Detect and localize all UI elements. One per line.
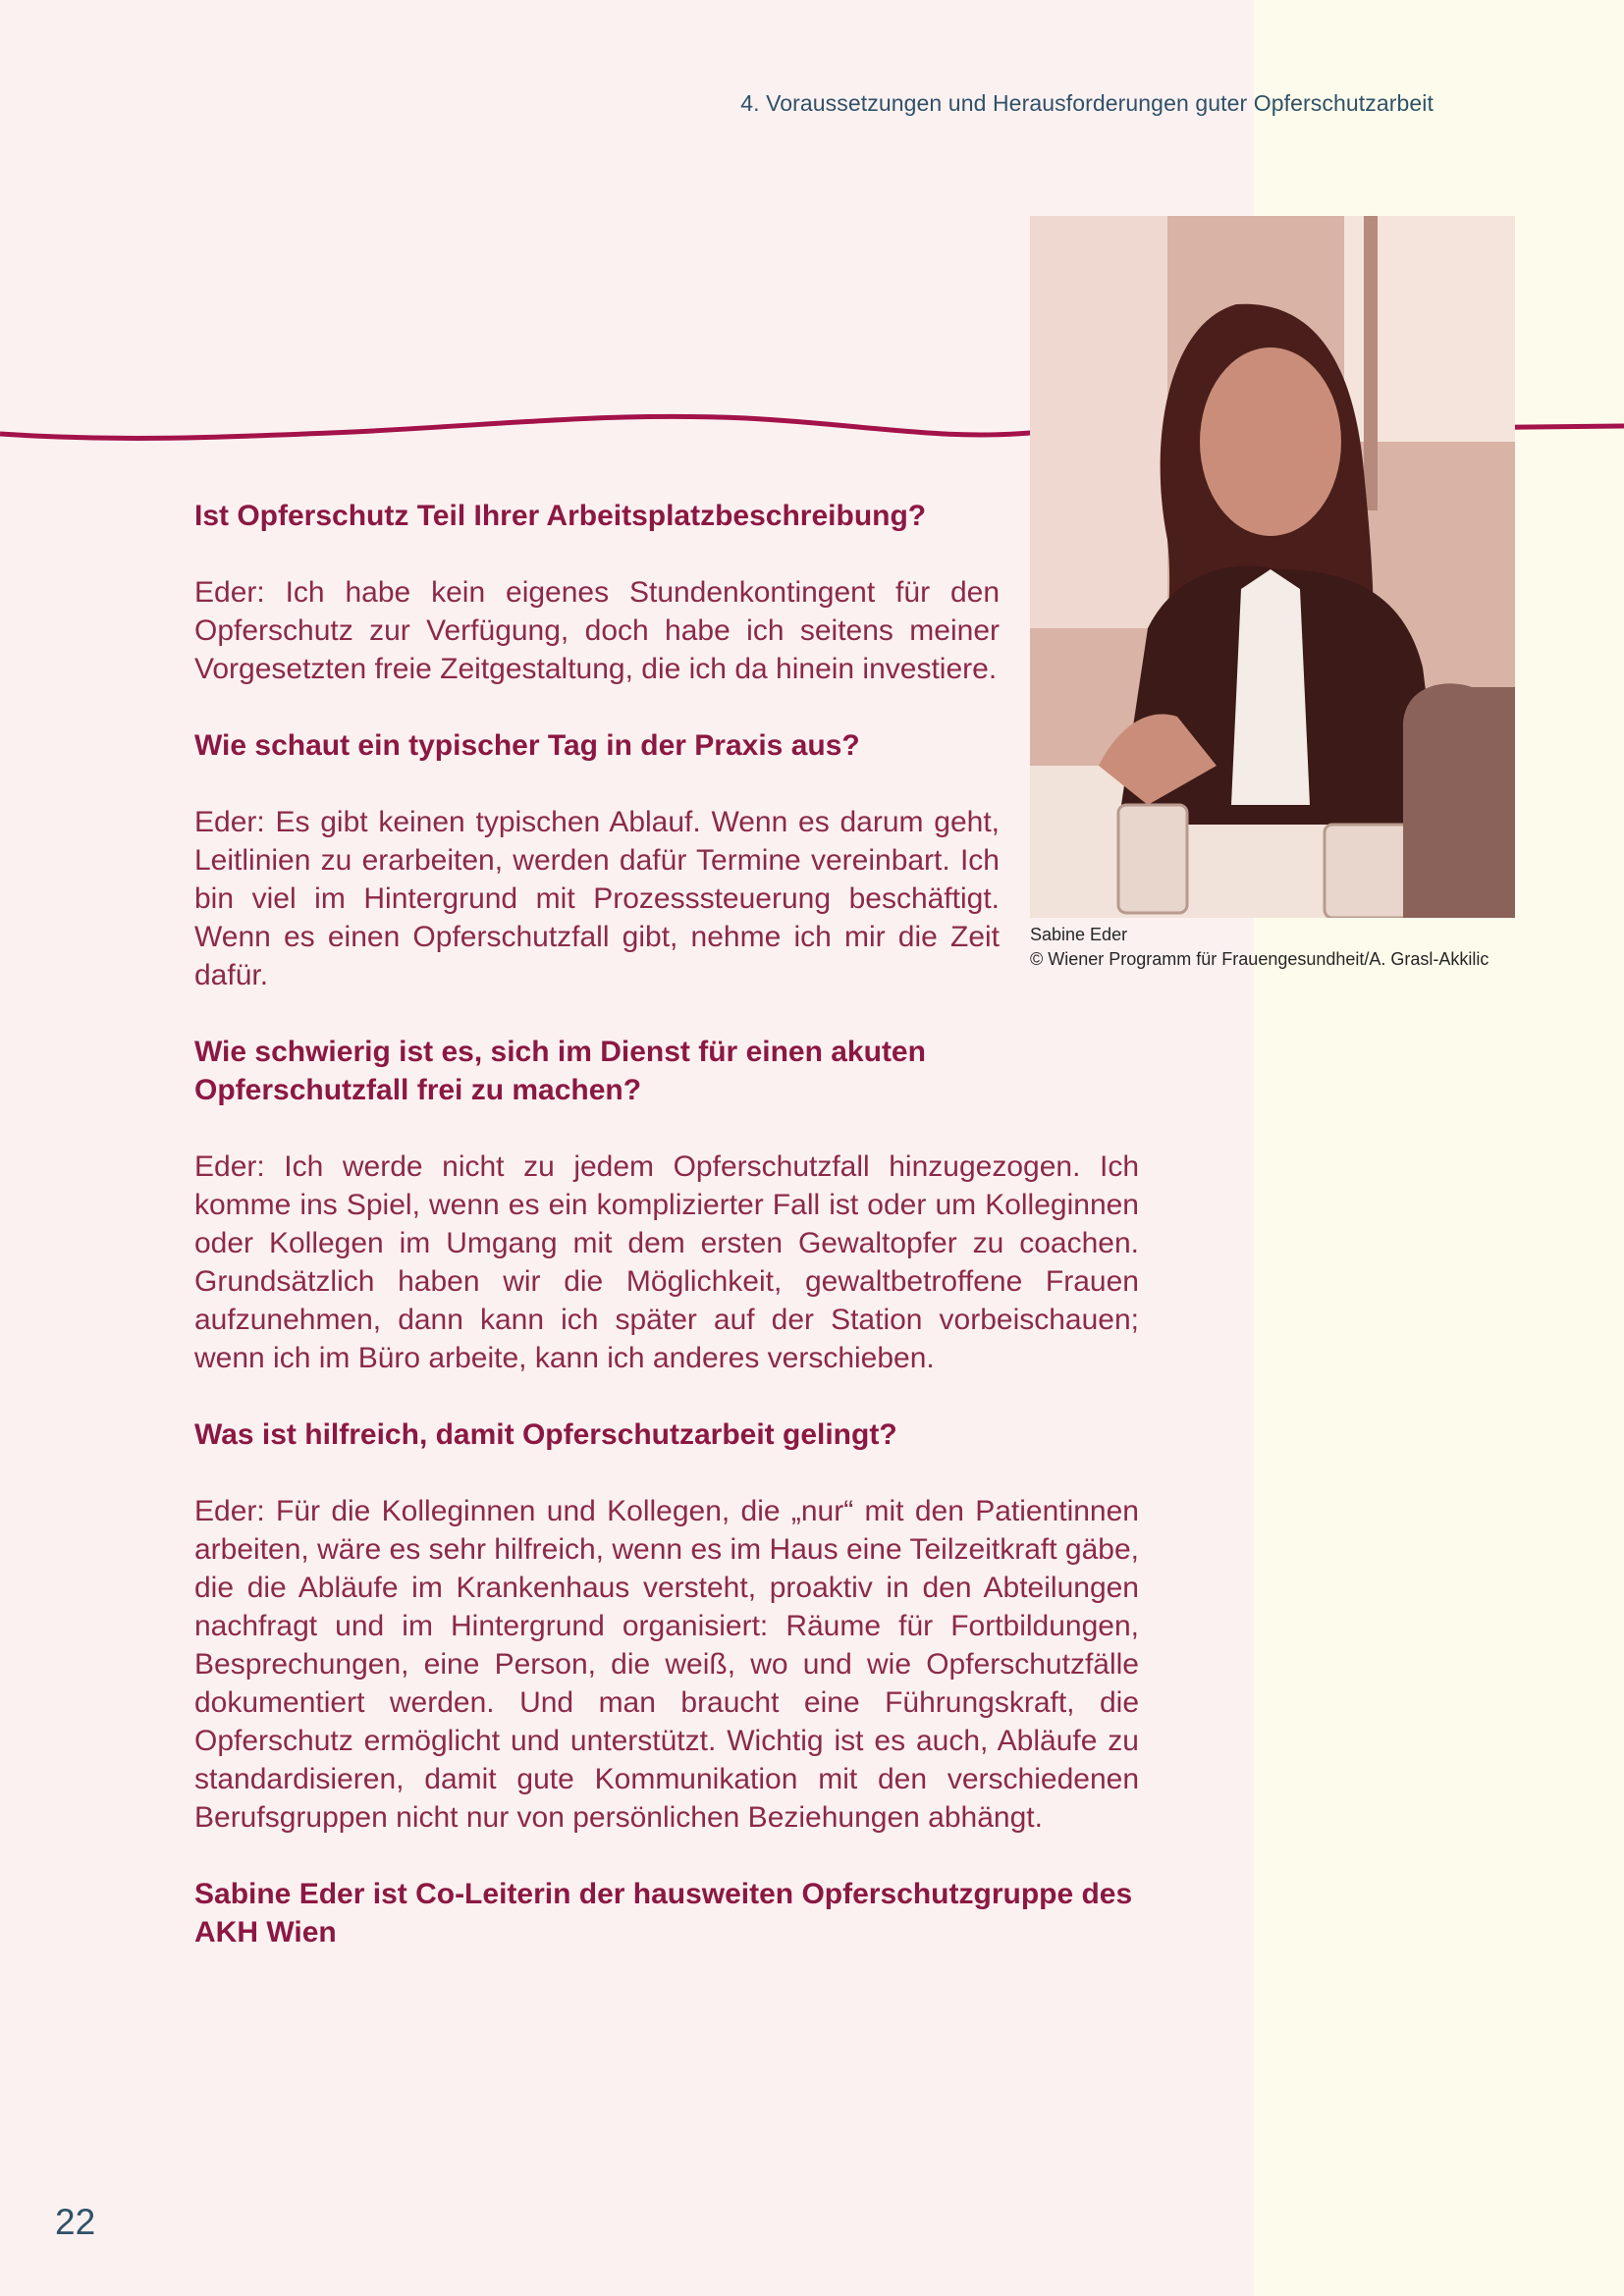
question-4: Was ist hilfreich, damit Opferschutzarbeit gelingt?: [194, 1418, 897, 1451]
answer-4: Eder: Für die Kolleginnen und Kollegen, die „nur“ mit den Patientinnen arbeiten, wäre es sehr hilfreich, wenn es im Haus eine Teilzeitkraft gäbe, die die Abläufe im Krankenhaus versteht, proaktiv in den Abteilungen nachfragt und im Hintergrund organisiert: Räume für Fortbildungen, Besprechungen, eine Person, die weiß, wo und wie Opferschutzfälle dokumentiert werden. Und man braucht eine Führungskraft, die Opferschutz ermöglicht und unterstützt. Wichtig ist es auch, Abläufe zu standardisieren, damit gute Kommunikation mit den verschiedenen Berufsgruppen nicht nur von persönlichen Beziehungen abhängt.: [194, 1495, 1139, 1834]
question-2: Wie schaut ein typischer Tag in der Praxis aus?: [194, 729, 860, 762]
closing-note: Sabine Eder ist Co-Leiterin der hausweiten Opferschutzgruppe des AKH Wien: [194, 1878, 1133, 1949]
interview-body: [194, 497, 1139, 1951]
page-number: 22: [55, 2202, 96, 2242]
answer-1: Eder: Ich habe kein eigenes Stundenkontingent für den Opferschutz zur Verfügung, doch habe ich seitens meiner Vorgesetzten freie Zeitgestaltung, die ich da hinein investiere.: [194, 576, 1000, 685]
running-header: 4. Voraussetzungen und Herausforderungen guter Opferschutzarbeit: [740, 90, 1434, 116]
question-3: Wie schwierig ist es, sich im Dienst für einen akuten Opferschutzfall frei zu machen?: [194, 1036, 926, 1106]
answer-2: Eder: Es gibt keinen typischen Ablauf. Wenn es darum geht, Leitlinien zu erarbeiten, werden dafür Termine vereinbart. Ich bin viel im Hintergrund mit Prozesssteuerung beschäftigt. Wenn es einen Opferschutzfall gibt, nehme ich mir die Zeit dafür.: [194, 806, 1000, 991]
caption-credit: © Wiener Programm für Frauengesundheit/A. Grasl-Akkilic: [1030, 949, 1489, 969]
caption-name: Sabine Eder: [1030, 925, 1128, 944]
question-1: Ist Opferschutz Teil Ihrer Arbeitsplatzbeschreibung?: [194, 500, 927, 532]
answer-3: Eder: Ich werde nicht zu jedem Opferschutzfall hinzugezogen. Ich komme ins Spiel, wenn es ein komplizierter Fall ist oder um Kolleginnen oder Kollegen im Umgang mit dem ersten Gewaltopfer zu coachen. Grundsätzlich haben wir die Möglichkeit, gewaltbetroffene Frauen aufzunehmen, dann kann ich später auf der Station vorbeischauen; wenn ich im Büro arbeite, kann ich anderes verschieben.: [194, 1150, 1139, 1374]
